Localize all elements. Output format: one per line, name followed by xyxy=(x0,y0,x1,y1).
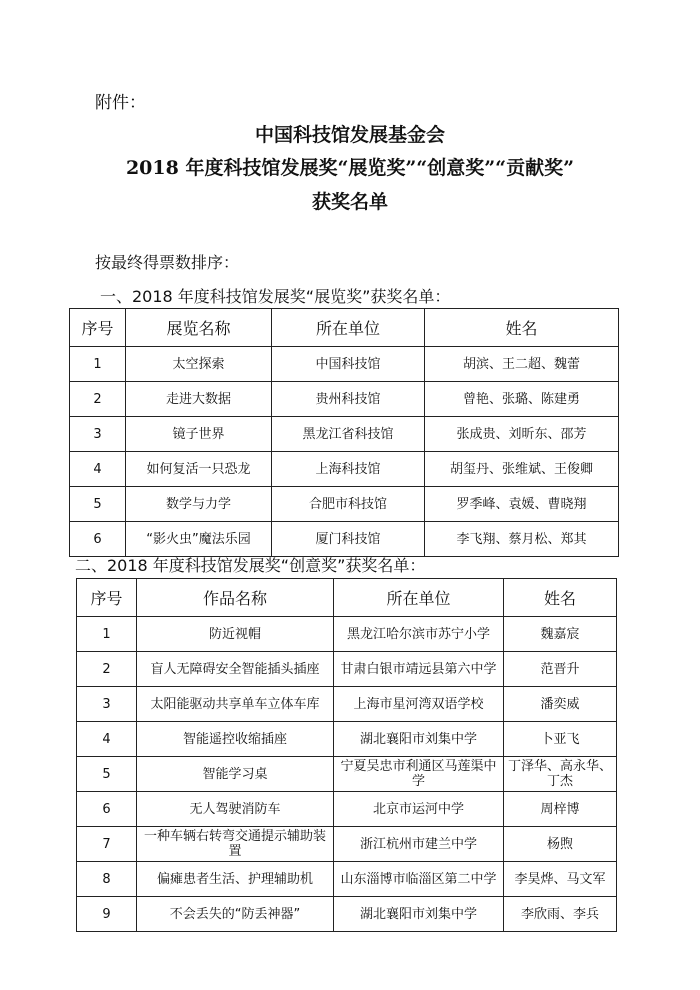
table-row xyxy=(70,417,619,452)
cell-names: 胡滨、王二超、魏蕾 xyxy=(425,347,619,382)
document-title-line-3: 获奖名单 xyxy=(311,191,388,213)
cell-names: 丁泽华、高永华、丁杰 xyxy=(504,757,617,792)
cell-unit: 黑龙江哈尔滨市苏宁小学 xyxy=(334,617,504,652)
cell-index: 5 xyxy=(77,757,137,792)
cell-index: 1 xyxy=(70,347,126,382)
cell-index: 4 xyxy=(77,722,137,757)
header-index: 序号 xyxy=(77,579,137,617)
cell-title: 偏瘫患者生活、护理辅助机 xyxy=(137,862,334,897)
cell-title: “影火虫”魔法乐园 xyxy=(126,522,272,557)
cell-unit: 甘肃白银市靖远县第六中学 xyxy=(334,652,504,687)
cell-index: 6 xyxy=(70,522,126,557)
cell-title: 盲人无障碍安全智能插头插座 xyxy=(137,652,334,687)
cell-names: 潘奕威 xyxy=(504,687,617,722)
cell-unit: 湖北襄阳市刘集中学 xyxy=(334,722,504,757)
cell-index: 2 xyxy=(77,652,137,687)
cell-title: 走进大数据 xyxy=(126,382,272,417)
cell-names: 曾艳、张璐、陈建勇 xyxy=(425,382,619,417)
table-row xyxy=(70,347,619,382)
cell-names: 李飞翔、蔡月松、郑其 xyxy=(425,522,619,557)
cell-title: 智能学习桌 xyxy=(137,757,334,792)
exhibition-award-table xyxy=(69,308,619,557)
cell-unit: 合肥市科技馆 xyxy=(272,487,425,522)
cell-index: 9 xyxy=(77,897,137,932)
cell-unit: 黑龙江省科技馆 xyxy=(272,417,425,452)
cell-unit: 厦门科技馆 xyxy=(272,522,425,557)
header-unit: 所在单位 xyxy=(334,579,504,617)
header-names: 姓名 xyxy=(425,309,619,347)
cell-title: 一种车辆右转弯交通提示辅助装置 xyxy=(137,827,334,862)
cell-unit: 贵州科技馆 xyxy=(272,382,425,417)
cell-title: 数学与力学 xyxy=(126,487,272,522)
cell-index: 3 xyxy=(77,687,137,722)
creativity-award-table xyxy=(76,578,617,932)
cell-title: 防近视帽 xyxy=(137,617,334,652)
cell-names: 张成贵、刘昕东、邵芳 xyxy=(425,417,619,452)
header-unit: 所在单位 xyxy=(272,309,425,347)
table-row xyxy=(77,862,617,897)
header-exhibition-name: 展览名称 xyxy=(126,309,272,347)
table-row xyxy=(70,487,619,522)
cell-title: 如何复活一只恐龙 xyxy=(126,452,272,487)
cell-title: 太空探索 xyxy=(126,347,272,382)
header-names: 姓名 xyxy=(504,579,617,617)
section1-heading: 一、2018 年度科技馆发展奖“展览奖”获奖名单： xyxy=(100,287,451,306)
cell-unit: 湖北襄阳市刘集中学 xyxy=(334,897,504,932)
table-row xyxy=(77,897,617,932)
cell-title: 智能遥控收缩插座 xyxy=(137,722,334,757)
header-work-name: 作品名称 xyxy=(137,579,334,617)
table-row xyxy=(70,522,619,557)
cell-title: 不会丢失的“防丢神器” xyxy=(137,897,334,932)
attachment-label: 附件： xyxy=(95,93,146,113)
cell-unit: 山东淄博市临淄区第二中学 xyxy=(334,862,504,897)
table-row xyxy=(70,452,619,487)
cell-index: 8 xyxy=(77,862,137,897)
document-title-line-2: 2018 年度科技馆发展奖“展览奖”“创意奖”“贡献奖” xyxy=(125,157,575,179)
cell-names: 范晋升 xyxy=(504,652,617,687)
table-row xyxy=(77,722,617,757)
table-row xyxy=(77,792,617,827)
table-row xyxy=(77,652,617,687)
table-row xyxy=(77,687,617,722)
header-index: 序号 xyxy=(70,309,126,347)
cell-names: 卜亚飞 xyxy=(504,722,617,757)
cell-title: 镜子世界 xyxy=(126,417,272,452)
cell-index: 1 xyxy=(77,617,137,652)
table-row xyxy=(77,757,617,792)
cell-names: 魏嘉宸 xyxy=(504,617,617,652)
sort-note: 按最终得票数排序： xyxy=(95,253,240,272)
cell-names: 杨煦 xyxy=(504,827,617,862)
cell-unit: 宁夏吴忠市利通区马莲渠中学 xyxy=(334,757,504,792)
cell-names: 李欣雨、李兵 xyxy=(504,897,617,932)
cell-names: 胡玺丹、张维斌、王俊卿 xyxy=(425,452,619,487)
cell-title: 无人驾驶消防车 xyxy=(137,792,334,827)
document-title-line-1: 中国科技馆发展基金会 xyxy=(254,124,445,146)
cell-index: 4 xyxy=(70,452,126,487)
cell-names: 李昊烨、马文军 xyxy=(504,862,617,897)
cell-index: 2 xyxy=(70,382,126,417)
cell-unit: 北京市运河中学 xyxy=(334,792,504,827)
cell-index: 3 xyxy=(70,417,126,452)
table-row xyxy=(77,827,617,862)
cell-title: 太阳能驱动共享单车立体车库 xyxy=(137,687,334,722)
cell-index: 5 xyxy=(70,487,126,522)
cell-names: 罗季峰、袁媛、曹晓翔 xyxy=(425,487,619,522)
cell-index: 6 xyxy=(77,792,137,827)
cell-unit: 上海市星河湾双语学校 xyxy=(334,687,504,722)
table-row xyxy=(70,382,619,417)
table-row xyxy=(77,617,617,652)
cell-names: 周梓博 xyxy=(504,792,617,827)
section2-heading: 二、2018 年度科技馆发展奖“创意奖”获奖名单： xyxy=(75,556,426,575)
cell-unit: 浙江杭州市建兰中学 xyxy=(334,827,504,862)
cell-unit: 上海科技馆 xyxy=(272,452,425,487)
cell-index: 7 xyxy=(77,827,137,862)
cell-unit: 中国科技馆 xyxy=(272,347,425,382)
